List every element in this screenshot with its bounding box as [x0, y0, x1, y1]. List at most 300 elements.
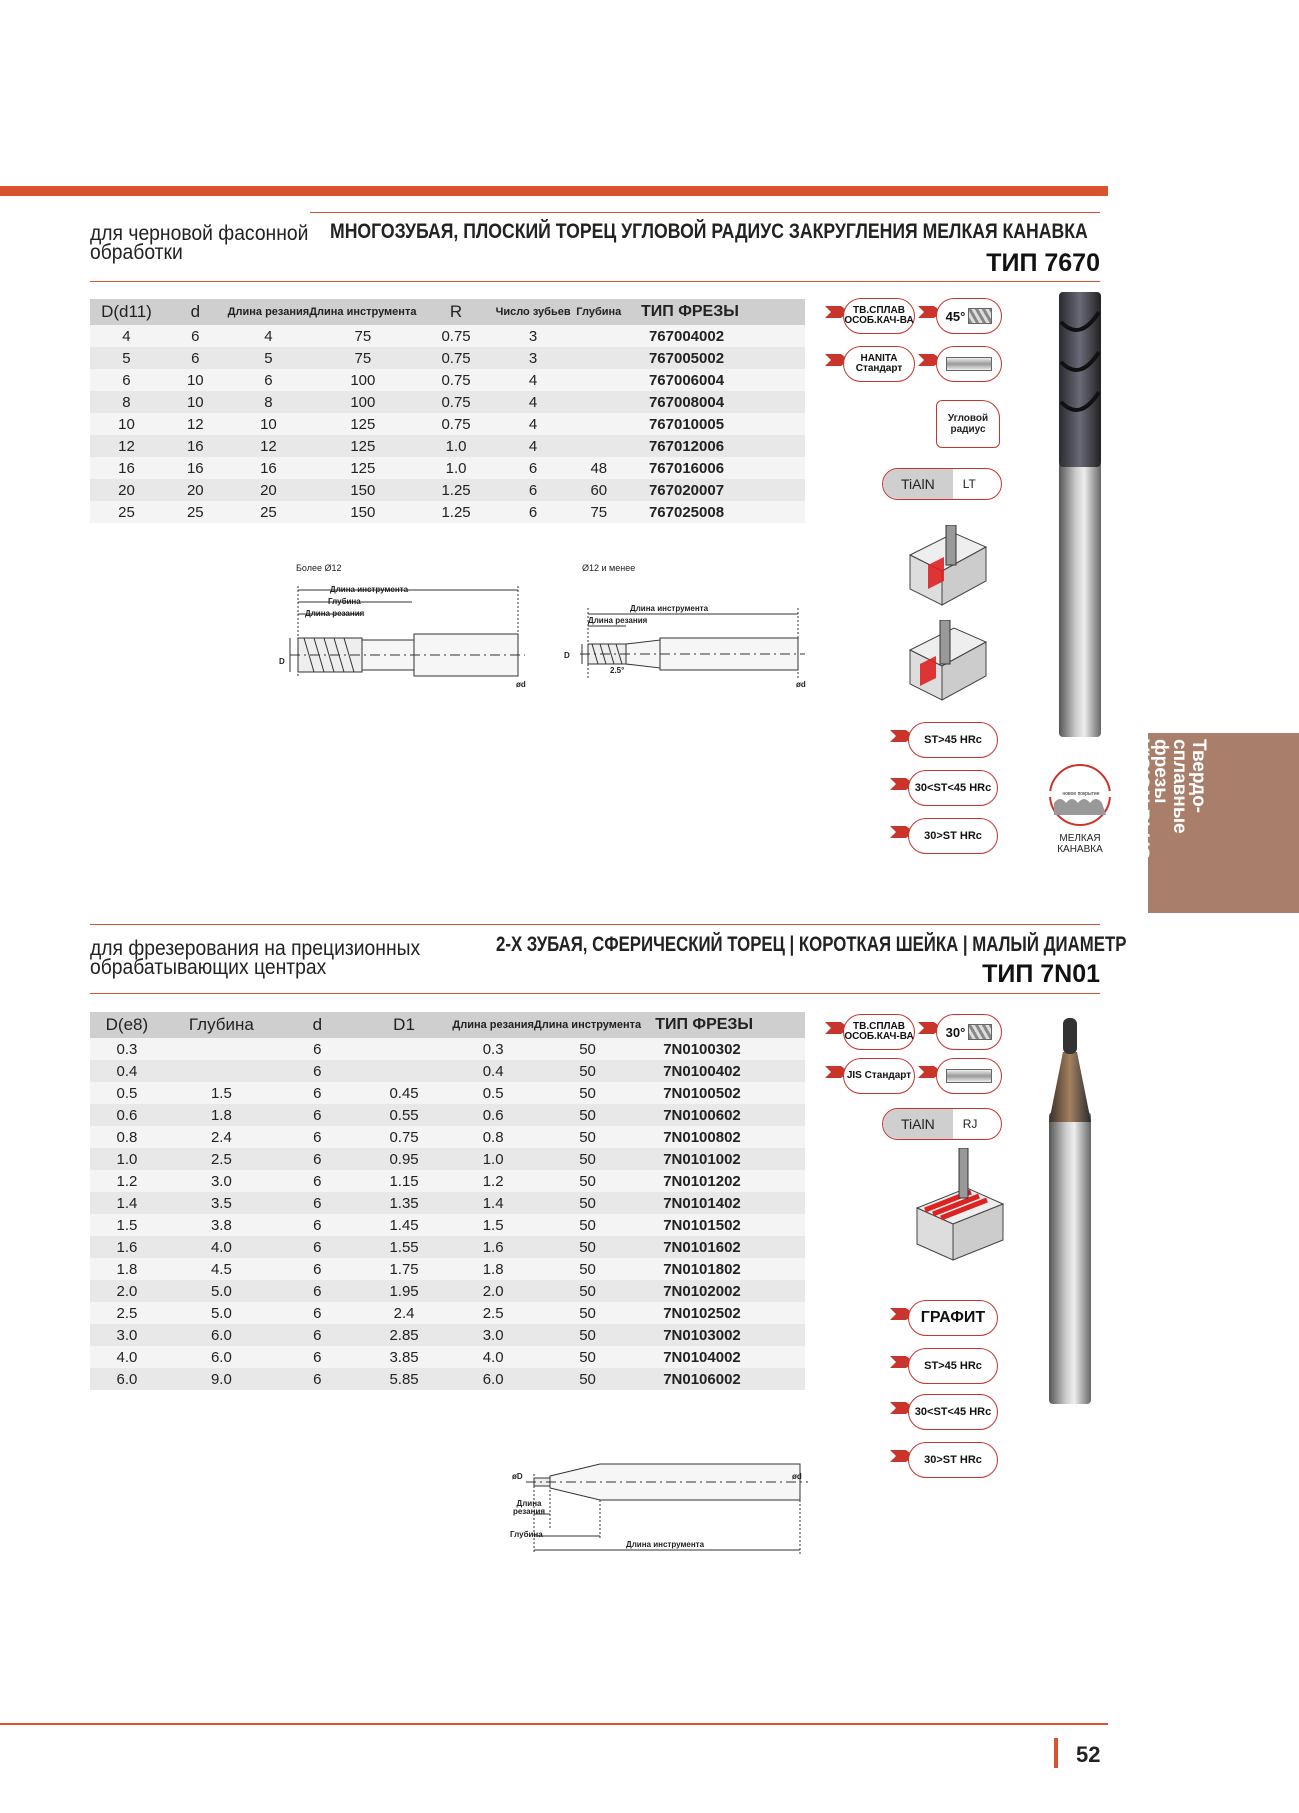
- table-cell: 50: [534, 1126, 641, 1148]
- drawing-label-small: Ø12 и менее: [582, 563, 636, 573]
- table-cell: 5.85: [356, 1368, 453, 1390]
- table-cell: 0.75: [416, 369, 495, 391]
- side-milling-illustration: [906, 525, 990, 609]
- table-row: [90, 1346, 805, 1368]
- table-row: [90, 1280, 805, 1302]
- table-cell: 1.5: [164, 1082, 279, 1104]
- coating-name: TiAlN: [883, 1109, 953, 1139]
- dim-D: D: [564, 651, 570, 660]
- table-cell: 12: [163, 413, 228, 435]
- dim-tool-length: Длина инструмента: [330, 585, 409, 594]
- table-cell: 5: [228, 347, 310, 369]
- subtitle-line-2: обрабатывающих центрах: [90, 956, 327, 979]
- table-cell: 3.0: [164, 1170, 279, 1192]
- col-header: ТИП ФРЕЗЫ: [641, 1012, 805, 1038]
- table-cell: 1.6: [452, 1236, 534, 1258]
- table-cell: [571, 347, 627, 369]
- table-cell: 4: [228, 325, 310, 347]
- table-cell: 25: [228, 501, 310, 523]
- product-code-cell: 7N0100302: [641, 1038, 805, 1060]
- hardness-badge: 30<ST<45 HRc: [908, 1394, 998, 1430]
- table-row: [90, 1082, 805, 1104]
- table-cell: 6: [90, 369, 163, 391]
- table-cell: 0.75: [356, 1126, 453, 1148]
- coating-badge: [882, 468, 1002, 500]
- table-cell: 1.35: [356, 1192, 453, 1214]
- table-cell: 50: [534, 1038, 641, 1060]
- divider: [90, 281, 1100, 282]
- product-code-cell: 7N0101202: [641, 1170, 805, 1192]
- table-cell: 4: [90, 325, 163, 347]
- coating-name: TiAlN: [883, 469, 953, 499]
- table-cell: 6: [279, 1060, 356, 1082]
- table-cell: 0.45: [356, 1082, 453, 1104]
- section2-type: ТИП 7N01: [982, 960, 1100, 988]
- table-cell: 2.5: [452, 1302, 534, 1324]
- table-cell: 6.0: [90, 1368, 164, 1390]
- standard-badge: JIS Стандарт: [843, 1058, 915, 1094]
- table-row: [90, 413, 805, 435]
- spec-table-7670: [90, 299, 805, 523]
- table-cell: 8: [228, 391, 310, 413]
- table-cell: 0.95: [356, 1148, 453, 1170]
- col-header: Длина резания: [452, 1012, 534, 1038]
- table-row: [90, 1038, 805, 1060]
- table-cell: 3.0: [452, 1324, 534, 1346]
- table-cell: 10: [228, 413, 310, 435]
- subtitle-line-1: для фрезерования на прецизионных: [90, 937, 421, 960]
- product-code-cell: 767006004: [627, 369, 805, 391]
- table-cell: 6: [279, 1214, 356, 1236]
- shank-icon: [946, 1069, 992, 1083]
- product-code-cell: 7N0102002: [641, 1280, 805, 1302]
- table-cell: 1.8: [90, 1258, 164, 1280]
- table-cell: 6: [279, 1302, 356, 1324]
- col-header: D(e8): [90, 1012, 164, 1038]
- table-cell: 150: [309, 501, 416, 523]
- table-cell: 125: [309, 435, 416, 457]
- table-cell: 50: [534, 1214, 641, 1236]
- table-cell: 50: [534, 1236, 641, 1258]
- table-cell: 50: [534, 1104, 641, 1126]
- table-cell: 150: [309, 479, 416, 501]
- table-row: [90, 1302, 805, 1324]
- product-code-cell: 7N0101002: [641, 1148, 805, 1170]
- table-cell: 75: [309, 325, 416, 347]
- table-cell: 6: [228, 369, 310, 391]
- dim-d: ød: [792, 1472, 802, 1481]
- coating-badge: [882, 1108, 1002, 1140]
- table-cell: 50: [534, 1324, 641, 1346]
- table-row: [90, 1148, 805, 1170]
- section2-headline: 2-Х ЗУБАЯ, СФЕРИЧЕСКИЙ ТОРЕЦ | КОРОТКАЯ ШЕЙКА | МАЛЫЙ ДИАМЕТР: [496, 933, 1127, 956]
- col-header: Длина инструмента: [309, 299, 416, 325]
- section1-subtitle: [90, 224, 308, 262]
- table-cell: 50: [534, 1258, 641, 1280]
- table-cell: 5: [90, 347, 163, 369]
- side-tab-text: [1132, 739, 1208, 859]
- table-cell: 10: [163, 369, 228, 391]
- col-header: D1: [356, 1012, 453, 1038]
- product-code-cell: 7N0100502: [641, 1082, 805, 1104]
- table-cell: 6.0: [164, 1346, 279, 1368]
- table-cell: 50: [534, 1082, 641, 1104]
- section2-subtitle: [90, 939, 420, 977]
- col-header: Число зубьев: [496, 299, 571, 325]
- footer-divider: [0, 1723, 1108, 1725]
- helix-icon: [968, 1024, 992, 1040]
- table-row: [90, 457, 805, 479]
- side-tab-line: Твердо-: [1188, 739, 1209, 814]
- fine-flute-label: МЕЛКАЯ КАНАВКА: [1057, 833, 1103, 855]
- product-code-cell: 7N0103002: [641, 1324, 805, 1346]
- table-cell: 125: [309, 457, 416, 479]
- hardness-badge: 30<ST<45 HRc: [908, 770, 998, 806]
- table-cell: 6: [163, 325, 228, 347]
- table-cell: 0.55: [356, 1104, 453, 1126]
- col-header: Глубина: [164, 1012, 279, 1038]
- table-cell: 50: [534, 1148, 641, 1170]
- table-cell: 6: [279, 1038, 356, 1060]
- drawing-label-large: Более Ø12: [296, 563, 342, 573]
- section1-type: ТИП 7670: [986, 249, 1100, 277]
- table-cell: [571, 391, 627, 413]
- table-cell: 1.0: [416, 457, 495, 479]
- side-tab: [1131, 733, 1299, 913]
- table-cell: 0.4: [452, 1060, 534, 1082]
- product-code-cell: 7N0100602: [641, 1104, 805, 1126]
- table-cell: 75: [309, 347, 416, 369]
- hardness-badge: 30>ST HRc: [908, 818, 998, 854]
- new-coating-label: новое покрытие: [1046, 791, 1116, 797]
- table-cell: 6: [163, 347, 228, 369]
- table-cell: 1.4: [452, 1192, 534, 1214]
- side-tab-line: фрезы: [1150, 739, 1171, 804]
- table-cell: 5.0: [164, 1302, 279, 1324]
- table-cell: 0.6: [452, 1104, 534, 1126]
- product-code-cell: 7N0101602: [641, 1236, 805, 1258]
- table-cell: 50: [534, 1368, 641, 1390]
- table-cell: 1.0: [90, 1148, 164, 1170]
- dim-angle: 2.5°: [610, 666, 625, 675]
- divider: [90, 924, 1100, 925]
- product-code-cell: 767008004: [627, 391, 805, 413]
- table-cell: 2.85: [356, 1324, 453, 1346]
- table-row: [90, 369, 805, 391]
- table-cell: 1.4: [90, 1192, 164, 1214]
- divider: [90, 993, 1100, 994]
- dim-depth: Глубина: [510, 1530, 543, 1539]
- coating-code: LT: [962, 477, 976, 491]
- table-cell: 2.5: [90, 1302, 164, 1324]
- table-cell: 50: [534, 1346, 641, 1368]
- table-cell: 2.5: [164, 1148, 279, 1170]
- table-cell: 12: [228, 435, 310, 457]
- table-cell: 0.75: [416, 413, 495, 435]
- table-cell: 50: [534, 1060, 641, 1082]
- table-cell: 1.5: [90, 1214, 164, 1236]
- table-cell: 1.8: [452, 1258, 534, 1280]
- product-code-cell: 767016006: [627, 457, 805, 479]
- col-header: Глубина: [571, 299, 627, 325]
- table-cell: 5.0: [164, 1280, 279, 1302]
- table-cell: 2.0: [452, 1280, 534, 1302]
- table-cell: 3.85: [356, 1346, 453, 1368]
- subtitle-line-2: обработки: [90, 241, 183, 264]
- col-header: d: [279, 1012, 356, 1038]
- helix-angle: 45°: [945, 308, 966, 324]
- table-row: [90, 1214, 805, 1236]
- table-cell: 4: [496, 369, 571, 391]
- product-code-cell: 767025008: [627, 501, 805, 523]
- table-cell: 6: [279, 1082, 356, 1104]
- shank-badge: [936, 346, 1002, 382]
- table-cell: 3.0: [90, 1324, 164, 1346]
- material-badge: ТВ.СПЛАВ ОСОБ.КАЧ-ВА: [843, 1014, 915, 1050]
- table-row: [90, 325, 805, 347]
- product-code-cell: 7N0100402: [641, 1060, 805, 1082]
- product-code-cell: 767010005: [627, 413, 805, 435]
- table-cell: 6: [279, 1368, 356, 1390]
- col-header: Длина инструмента: [534, 1012, 641, 1038]
- table-cell: 4.5: [164, 1258, 279, 1280]
- table-row: [90, 347, 805, 369]
- table-cell: 2.0: [90, 1280, 164, 1302]
- table-cell: 6: [496, 479, 571, 501]
- product-code-cell: 767012006: [627, 435, 805, 457]
- table-row: [90, 1236, 805, 1258]
- dim-d: ød: [796, 680, 806, 689]
- table-cell: [356, 1060, 453, 1082]
- product-code-cell: 7N0102502: [641, 1302, 805, 1324]
- table-cell: [164, 1060, 279, 1082]
- divider: [310, 212, 1100, 213]
- table-cell: [571, 369, 627, 391]
- table-cell: 10: [163, 391, 228, 413]
- col-header: ТИП ФРЕЗЫ: [627, 299, 805, 325]
- dim-depth: Глубина: [328, 597, 361, 606]
- table-cell: 1.2: [452, 1170, 534, 1192]
- col-header: d: [163, 299, 228, 325]
- table-cell: 6: [496, 501, 571, 523]
- table-cell: 3.5: [164, 1192, 279, 1214]
- table-cell: 10: [90, 413, 163, 435]
- table-cell: 6: [279, 1258, 356, 1280]
- dim-cut-length: Длина резания: [305, 609, 365, 618]
- dim-tool-length: Длина инструмента: [626, 1540, 705, 1549]
- top-accent-bar: [0, 186, 1108, 196]
- table-cell: 1.55: [356, 1236, 453, 1258]
- table-cell: 50: [534, 1170, 641, 1192]
- corner-radius-badge: Угловой радиус: [936, 400, 1000, 448]
- table-cell: [571, 325, 627, 347]
- page-number: 52: [1076, 1742, 1101, 1767]
- col-header: Длина резания: [228, 299, 310, 325]
- hardness-badge: ST>45 HRc: [908, 1348, 998, 1384]
- table-cell: 0.3: [90, 1038, 164, 1060]
- standard-badge: HANITA Стандарт: [843, 346, 915, 382]
- graphite-badge: ГРАФИТ: [908, 1300, 998, 1336]
- table-cell: 6: [279, 1104, 356, 1126]
- table-row: [90, 1258, 805, 1280]
- table-cell: 2.4: [356, 1302, 453, 1324]
- table-cell: 4: [496, 435, 571, 457]
- table-cell: 100: [309, 369, 416, 391]
- table-cell: 6: [279, 1148, 356, 1170]
- product-code-cell: 767005002: [627, 347, 805, 369]
- table-cell: 1.6: [90, 1236, 164, 1258]
- table-cell: 16: [163, 457, 228, 479]
- table-cell: 1.75: [356, 1258, 453, 1280]
- table-cell: 8: [90, 391, 163, 413]
- table-cell: 4.0: [452, 1346, 534, 1368]
- table-cell: 25: [90, 501, 163, 523]
- table-cell: 1.8: [164, 1104, 279, 1126]
- table-cell: 100: [309, 391, 416, 413]
- product-code-cell: 7N0101402: [641, 1192, 805, 1214]
- table-cell: 1.0: [452, 1148, 534, 1170]
- shank-icon: [946, 357, 992, 371]
- dim-cut-length: Длина резания: [512, 1499, 546, 1516]
- shank-badge: [936, 1058, 1002, 1094]
- product-code-cell: 767004002: [627, 325, 805, 347]
- table-row: [90, 1192, 805, 1214]
- slot-milling-illustration: [906, 620, 990, 704]
- table-cell: 1.25: [416, 479, 495, 501]
- coating-code: RJ: [962, 1117, 978, 1131]
- table-cell: 6: [279, 1126, 356, 1148]
- table-cell: 0.4: [90, 1060, 164, 1082]
- table-cell: 3.8: [164, 1214, 279, 1236]
- table-cell: 6: [279, 1324, 356, 1346]
- table-cell: 50: [534, 1302, 641, 1324]
- 3d-contour-illustration: [915, 1148, 1005, 1264]
- table-cell: 125: [309, 413, 416, 435]
- table-cell: 6: [279, 1192, 356, 1214]
- table-cell: 60: [571, 479, 627, 501]
- col-header: R: [416, 299, 495, 325]
- table-cell: 6: [279, 1170, 356, 1192]
- dim-tool-length: Длина инструмента: [630, 604, 709, 613]
- table-cell: 20: [163, 479, 228, 501]
- table-row: [90, 1104, 805, 1126]
- side-tab-line: VISION PLUS: [1131, 739, 1152, 860]
- table-cell: 50: [534, 1280, 641, 1302]
- table-cell: 4.0: [164, 1236, 279, 1258]
- product-code-cell: 7N0106002: [641, 1368, 805, 1390]
- page-number-marker: [1054, 1738, 1058, 1768]
- end-mill-7N01-image: [1045, 1012, 1095, 1408]
- table-cell: 0.6: [90, 1104, 164, 1126]
- table-cell: 6: [279, 1236, 356, 1258]
- table-cell: 0.5: [452, 1082, 534, 1104]
- product-code-cell: 767020007: [627, 479, 805, 501]
- table-cell: 16: [163, 435, 228, 457]
- table-cell: 25: [163, 501, 228, 523]
- helix-icon: [968, 308, 992, 324]
- table-cell: 1.45: [356, 1214, 453, 1236]
- table-cell: 3: [496, 325, 571, 347]
- table-cell: 75: [571, 501, 627, 523]
- table-row: [90, 1126, 805, 1148]
- table-cell: 6.0: [452, 1368, 534, 1390]
- table-cell: [571, 435, 627, 457]
- hardness-badge: 30>ST HRc: [908, 1442, 998, 1478]
- table-cell: [164, 1038, 279, 1060]
- helix-badge: [936, 298, 1002, 334]
- table-cell: 0.75: [416, 325, 495, 347]
- table-cell: 1.15: [356, 1170, 453, 1192]
- product-code-cell: 7N0101502: [641, 1214, 805, 1236]
- table-cell: [571, 413, 627, 435]
- table-cell: 6.0: [164, 1324, 279, 1346]
- table-cell: 1.5: [452, 1214, 534, 1236]
- table-cell: 3: [496, 347, 571, 369]
- table-cell: 6: [279, 1346, 356, 1368]
- dim-D: øD: [512, 1472, 523, 1481]
- table-cell: 0.3: [452, 1038, 534, 1060]
- table-cell: 0.8: [90, 1126, 164, 1148]
- table-cell: 20: [90, 479, 163, 501]
- table-row: [90, 1368, 805, 1390]
- drawing-small-tool: [560, 600, 810, 690]
- product-code-cell: 7N0104002: [641, 1346, 805, 1368]
- table-cell: 1.0: [416, 435, 495, 457]
- table-row: [90, 1060, 805, 1082]
- dim-D: D: [279, 657, 285, 666]
- table-row: [90, 391, 805, 413]
- table-cell: 6: [496, 457, 571, 479]
- table-cell: 0.8: [452, 1126, 534, 1148]
- table-row: [90, 1170, 805, 1192]
- spec-table-7N01: [90, 1012, 805, 1390]
- table-cell: 4.0: [90, 1346, 164, 1368]
- subtitle-line-1: для черновой фасонной: [90, 222, 309, 245]
- col-header: D(d11): [90, 299, 163, 325]
- table-cell: 9.0: [164, 1368, 279, 1390]
- table-row: [90, 479, 805, 501]
- table-row: [90, 501, 805, 523]
- helix-badge: [936, 1014, 1002, 1050]
- table-cell: 12: [90, 435, 163, 457]
- dim-d: ød: [516, 680, 526, 689]
- table-cell: 4: [496, 413, 571, 435]
- table-row: [90, 435, 805, 457]
- table-cell: 1.95: [356, 1280, 453, 1302]
- material-badge: ТВ.СПЛАВ ОСОБ.КАЧ-ВА: [843, 298, 915, 334]
- side-tab-line: сплавные: [1169, 739, 1190, 834]
- table-cell: 16: [228, 457, 310, 479]
- table-cell: 4: [496, 391, 571, 413]
- section1-headline: МНОГОЗУБАЯ, ПЛОСКИЙ ТОРЕЦ УГЛОВОЙ РАДИУС ЗАКРУГЛЕНИЯ МЕЛКАЯ КАНАВКА: [330, 220, 1088, 243]
- end-mill-7670-image: [1055, 282, 1105, 742]
- hardness-badge: ST>45 HRc: [908, 722, 998, 758]
- table-row: [90, 1324, 805, 1346]
- helix-angle: 30°: [945, 1024, 966, 1040]
- table-cell: 48: [571, 457, 627, 479]
- dim-cut-length: Длина резания: [588, 616, 648, 625]
- table-cell: 1.25: [416, 501, 495, 523]
- table-cell: [356, 1038, 453, 1060]
- table-cell: 0.5: [90, 1082, 164, 1104]
- table-cell: 6: [279, 1280, 356, 1302]
- table-cell: 50: [534, 1192, 641, 1214]
- table-cell: 0.75: [416, 347, 495, 369]
- drawing-large-tool: [280, 578, 530, 688]
- table-cell: 2.4: [164, 1126, 279, 1148]
- table-cell: 20: [228, 479, 310, 501]
- product-code-cell: 7N0101802: [641, 1258, 805, 1280]
